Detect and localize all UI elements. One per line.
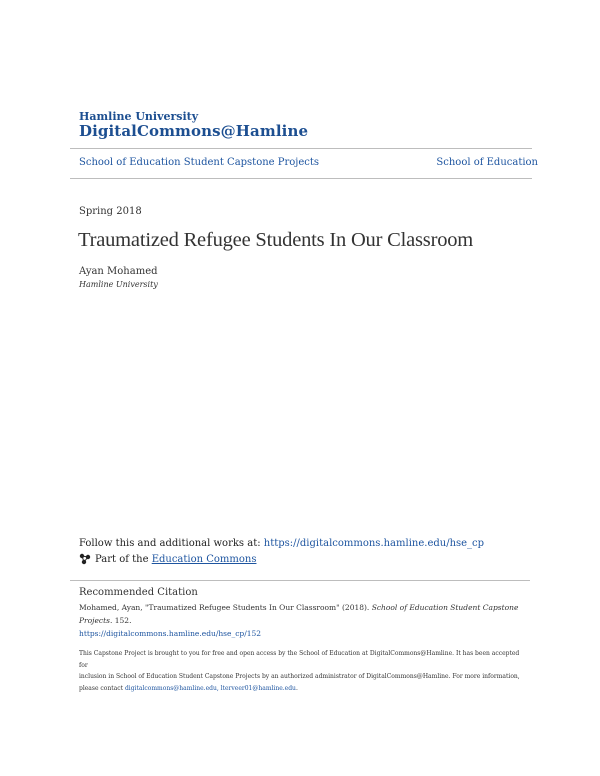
- department-link[interactable]: School of Education: [436, 157, 538, 168]
- institution-name: Hamline University: [79, 110, 199, 123]
- access-notice: [79, 648, 527, 694]
- collection-url-link[interactable]: https://digitalcommons.hamline.edu/hse_cp: [263, 538, 485, 549]
- part-of-prefix: Part of the: [95, 553, 149, 565]
- network-icon: [79, 553, 91, 565]
- series-link[interactable]: School of Education Student Capstone Projects: [79, 157, 320, 168]
- follow-line: [79, 538, 484, 549]
- citation-plain: Mohamed, Ayan, "Traumatized Refugee Students In Our Classroom" (2018).: [79, 603, 372, 612]
- citation-divider: [70, 580, 530, 581]
- publication-date: Spring 2018: [79, 206, 142, 217]
- header-divider-bottom: [70, 178, 532, 179]
- notice-line-3-prefix: please contact: [79, 684, 125, 692]
- citation-text: [79, 601, 529, 640]
- notice-line-2: inclusion in School of Education Student Capstone Projects by an authorized administrator of DigitalCommons@Hamline. For more information,: [79, 673, 520, 680]
- part-of-line: [79, 553, 256, 565]
- citation-end: . 152.: [109, 616, 132, 625]
- contact-email-link[interactable]: digitalcommons@hamline.edu, lterveer01@hamline.edu: [124, 684, 296, 692]
- citation-heading: Recommended Citation: [79, 587, 198, 598]
- document-title: Traumatized Refugee Students In Our Classroom: [78, 229, 474, 251]
- header-divider-top: [70, 148, 532, 149]
- author-affiliation: Hamline University: [79, 280, 158, 289]
- notice-line-3-end: .: [295, 684, 298, 692]
- author-name: Ayan Mohamed: [79, 266, 158, 277]
- citation-url-link[interactable]: https://digitalcommons.hamline.edu/hse_cp/152: [79, 629, 262, 638]
- notice-line-1: This Capstone Project is brought to you for free and open access by the School of Education at DigitalCommons@Hamline. It has been accepted for: [79, 650, 520, 669]
- site-name[interactable]: DigitalCommons@Hamline: [79, 122, 309, 140]
- follow-prefix: Follow this and additional works at:: [79, 538, 264, 549]
- citation-series: School of Education Student Capstone Projects: [79, 603, 519, 625]
- education-commons-link[interactable]: Education Commons: [151, 553, 257, 565]
